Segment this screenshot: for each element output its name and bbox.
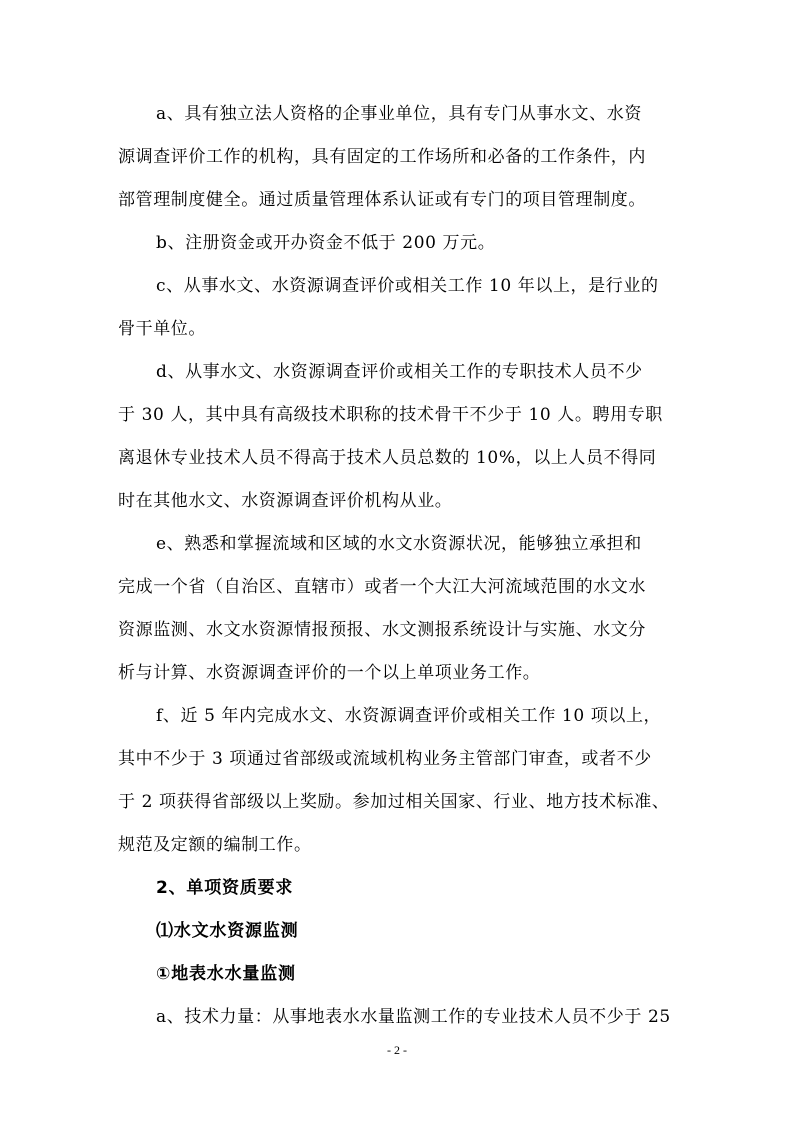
paragraph-e-line-4: 析与计算、水资源调查评价的一个以上单项业务工作。 — [118, 663, 541, 683]
paragraph-technical-strength: a、技术力量：从事地表水水量监测工作的专业技术人员不少于 25 — [156, 1007, 671, 1027]
paragraph-a-line-1: a、具有独立法人资格的企事业单位，具有专门从事水文、水资 — [156, 104, 642, 124]
paragraph-d-line-2: 于 30 人，其中具有高级技术职称的技术骨干不少于 10 人。聘用专职 — [118, 405, 663, 425]
paragraph-d-line-3: 离退休专业技术人员不得高于技术人员总数的 10%，以上人员不得同 — [118, 448, 657, 468]
paragraph-c-line-1: c、从事水文、水资源调查评价或相关工作 10 年以上，是行业的 — [156, 276, 659, 296]
paragraph-a-line-3: 部管理制度健全。通过质量管理体系认证或有专门的项目管理制度。 — [118, 190, 646, 210]
paragraph-f-line-4: 规范及定额的编制工作。 — [118, 835, 312, 855]
paragraph-d-line-1: d、从事水文、水资源调查评价或相关工作的专职技术人员不少 — [156, 362, 643, 382]
paragraph-e-line-2: 完成一个省（自治区、直辖市）或者一个大江大河流域范围的水文水 — [118, 577, 646, 597]
sub-subsection-heading: ①地表水水量监测 — [156, 964, 296, 984]
paragraph-b-line-1: b、注册资金或开办资金不低于 200 万元。 — [156, 233, 496, 253]
paragraph-e-line-3: 资源监测、水文水资源情报预报、水文测报系统设计与实施、水文分 — [118, 620, 646, 640]
paragraph-e-line-1: e、熟悉和掌握流域和区域的水文水资源状况，能够独立承担和 — [156, 534, 642, 554]
paragraph-c-line-2: 骨干单位。 — [118, 319, 206, 339]
section-heading: 2、单项资质要求 — [156, 878, 294, 898]
paragraph-a-line-2: 源调查评价工作的机构，具有固定的工作场所和必备的工作条件，内 — [118, 147, 646, 167]
paragraph-f-line-1: f、近 5 年内完成水文、水资源调查评价或相关工作 10 项以上， — [156, 706, 662, 726]
page-number: - 2 - — [387, 1043, 407, 1057]
paragraph-d-line-4: 时在其他水文、水资源调查评价机构从业。 — [118, 491, 453, 511]
paragraph-f-line-3: 于 2 项获得省部级以上奖励。参加过相关国家、行业、地方技术标准、 — [118, 792, 670, 812]
paragraph-f-line-2: 其中不少于 3 项通过省部级或流域机构业务主管部门审查，或者不少 — [118, 749, 652, 769]
subsection-heading: ⑴水文水资源监测 — [156, 921, 299, 941]
